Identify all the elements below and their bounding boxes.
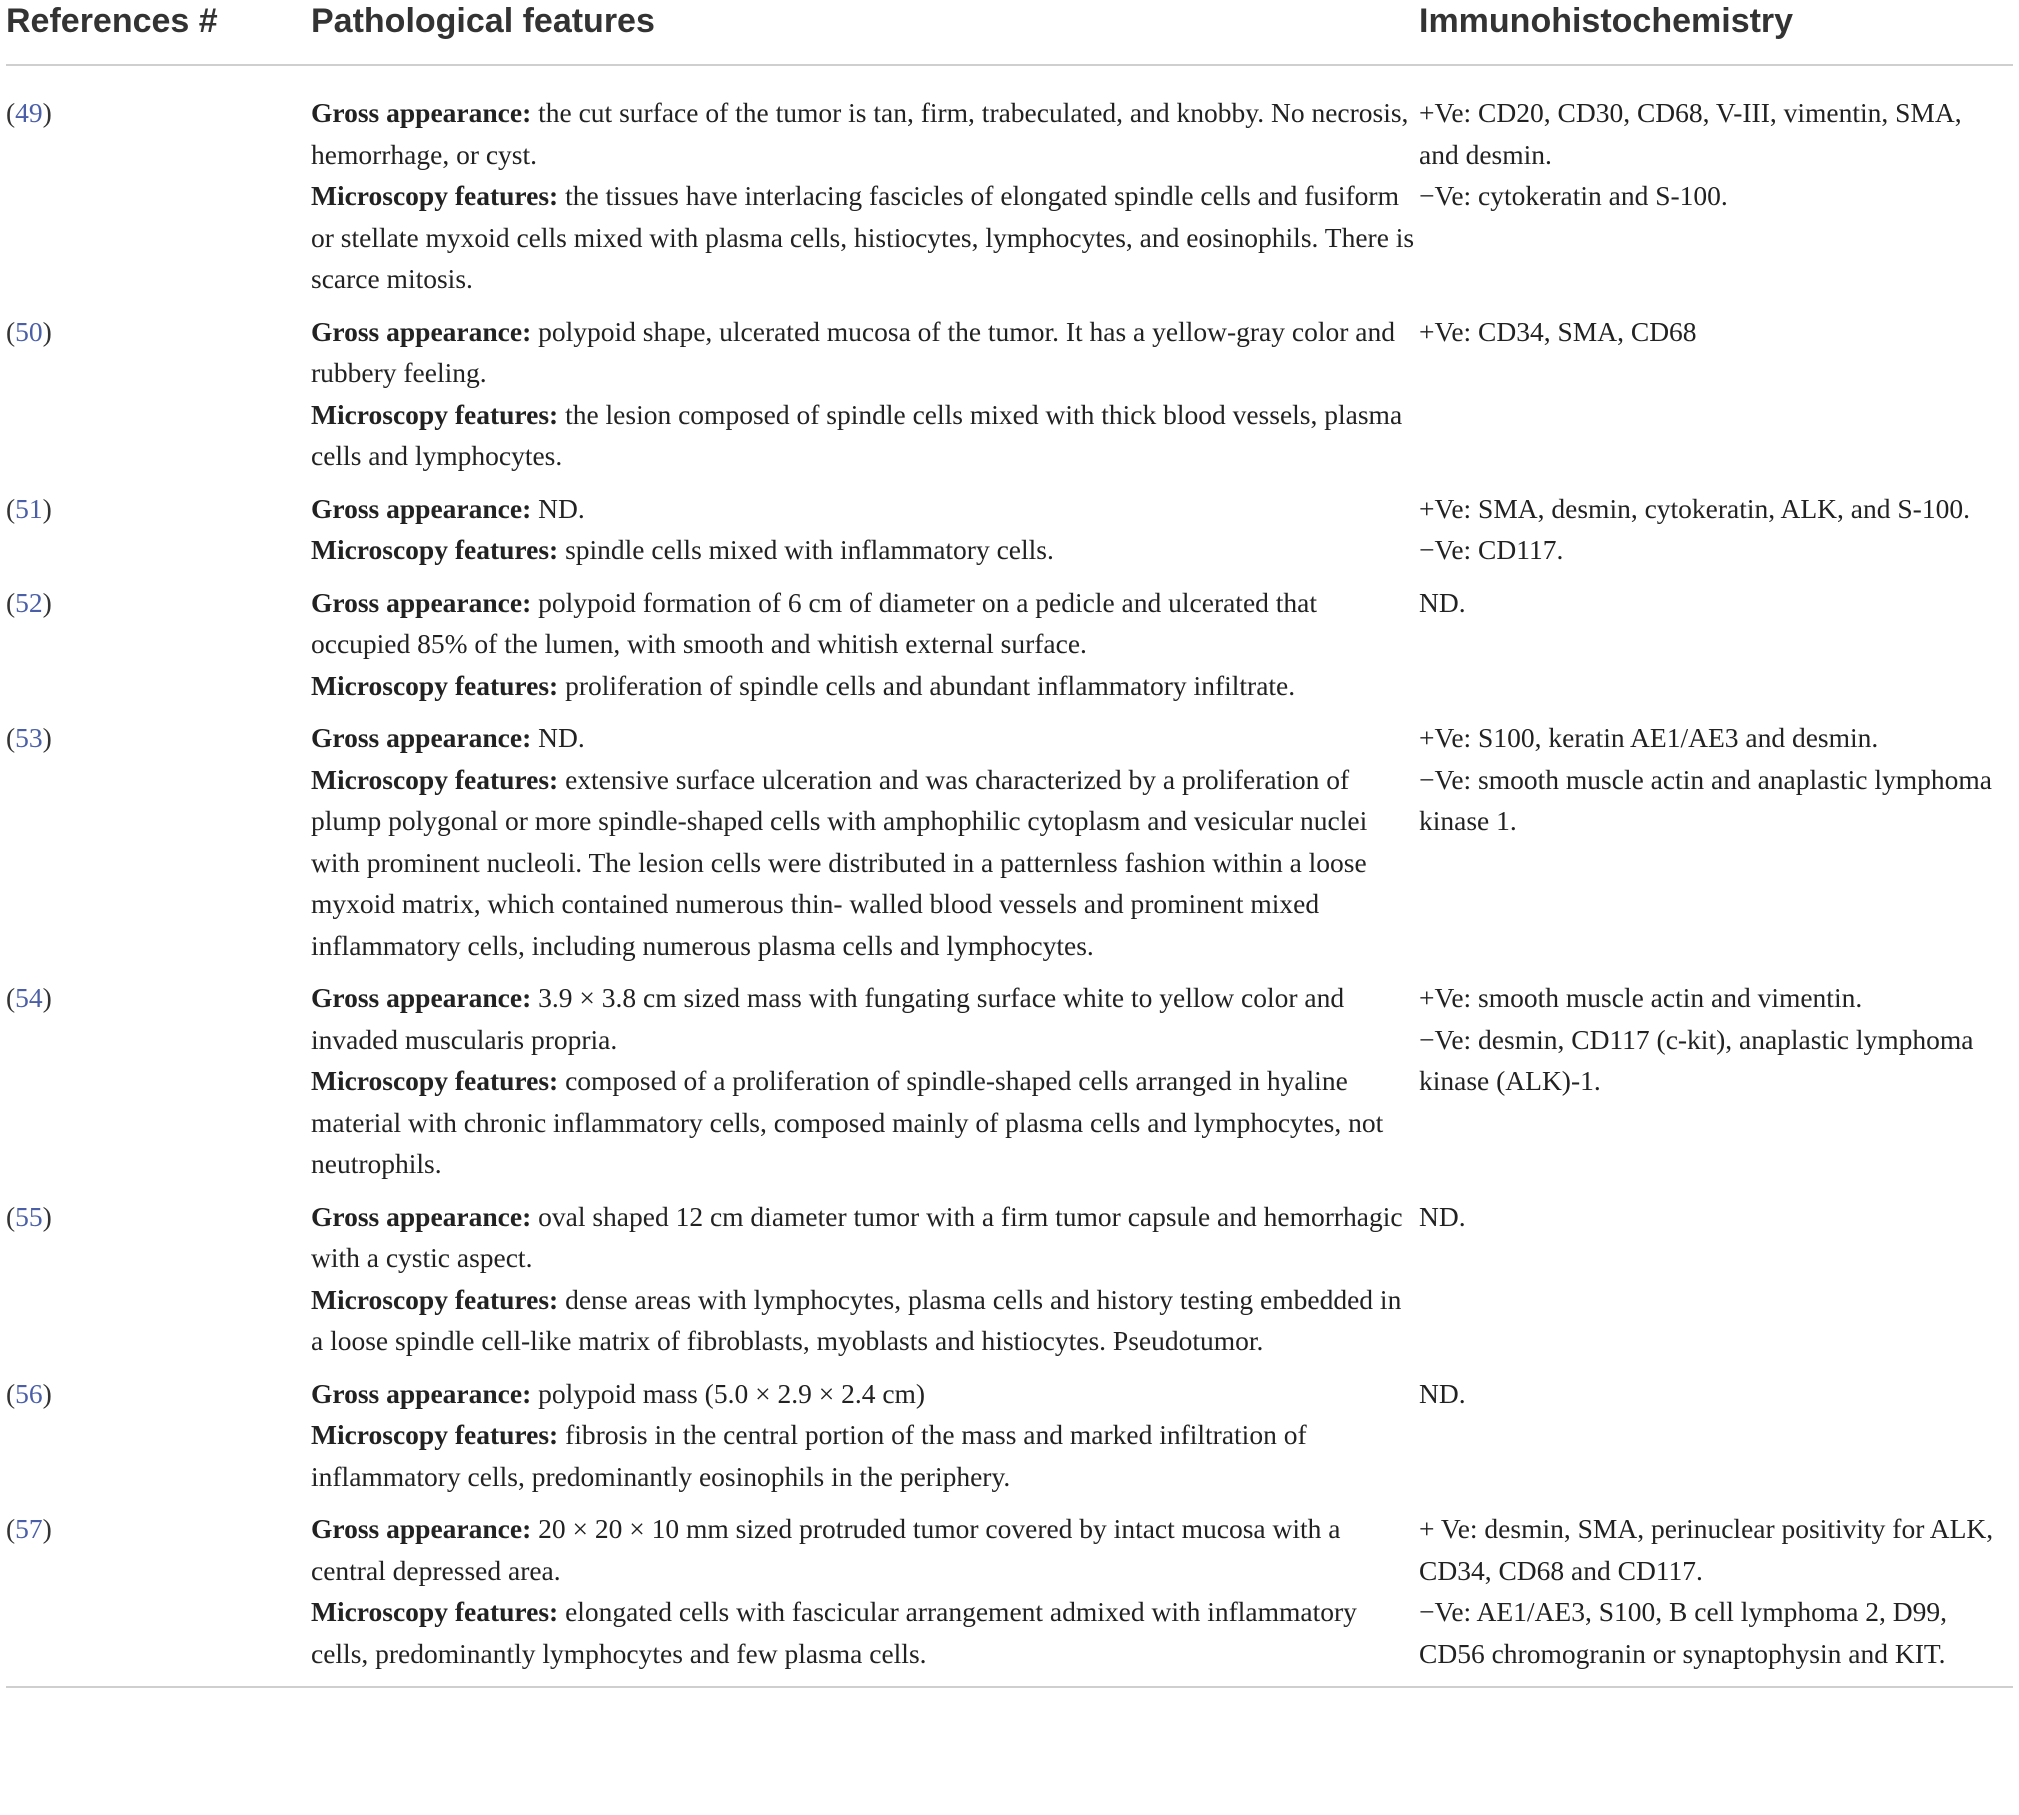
reference-link[interactable]: 51 [15,492,43,524]
microscopy-features-text: spindle cells mixed with inflammatory cells. [565,534,1054,565]
table-row [6,311,2013,477]
immunohistochemistry-cell [1419,1196,2013,1362]
gross-appearance-label: Gross appearance: [311,1200,532,1232]
microscopy-features-text: fibrosis in the central portion of the mass and marked infiltration of inflammatory cells, predominantly eosinophils in the periphery. [311,1419,1307,1492]
table-bottom-rule [6,1686,2013,1688]
ihc-line: +Ve: S100, keratin AE1/AE3 and desmin. [1419,722,1879,753]
ihc-line: +Ve: SMA, desmin, cytokeratin, ALK, and S-100. [1419,492,1970,524]
gross-appearance-label: Gross appearance: [311,492,532,524]
microscopy-features-label: Microscopy features: [311,669,559,701]
microscopy-features [311,529,1419,571]
ihc-line: ND. [1419,1200,1466,1232]
ihc-line: +Ve: smooth muscle actin and vimentin. [1419,982,1863,1013]
gross-appearance [311,488,1419,530]
header-pathological-features: Pathological features [311,2,655,40]
gross-appearance-text: oval shaped 12 cm diameter tumor with a firm tumor capsule and hemorrhagic with a cystic aspect. [311,1200,1403,1273]
microscopy-features [311,1279,1419,1362]
gross-appearance [311,717,1419,759]
microscopy-features [311,175,1419,300]
microscopy-features [311,1060,1419,1185]
pathological-features-cell [311,1196,1419,1362]
ihc-line: −Ve: AE1/AE3, S100, B cell lymphoma 2, D99, CD56 chromogranin or synaptophysin and KIT. [1419,1596,1948,1669]
gross-appearance-label: Gross appearance: [311,586,532,618]
table-row [6,488,2013,571]
pathological-features-cell [311,311,1419,477]
pathological-features-cell [311,1508,1419,1674]
gross-appearance-text: 20 × 20 × 10 mm sized protruded tumor covered by intact mucosa with a central depressed area. [311,1513,1341,1586]
reference-link[interactable]: 54 [15,982,43,1013]
gross-appearance [311,977,1419,1060]
pathological-features-cell [311,582,1419,707]
ihc-line: −Ve: CD117. [1419,534,1564,565]
table-row [6,582,2013,707]
microscopy-features-text: proliferation of spindle cells and abundant inflammatory infiltrate. [565,669,1296,701]
reference-cell: (56) [6,1377,52,1409]
microscopy-features [311,1591,1419,1674]
gross-appearance-label: Gross appearance: [311,97,532,128]
gross-appearance-text: polypoid mass (5.0 × 2.9 × 2.4 cm) [538,1377,926,1409]
table-row [6,1508,2013,1674]
table-body [6,66,2013,1674]
gross-appearance [311,311,1419,394]
microscopy-features-label: Microscopy features: [311,534,559,565]
reference-link[interactable]: 53 [15,722,43,753]
ihc-line: −Ve: cytokeratin and S-100. [1419,180,1728,211]
microscopy-features [311,1414,1419,1497]
reference-link[interactable]: 56 [15,1377,43,1409]
gross-appearance [311,582,1419,665]
microscopy-features [311,759,1419,967]
table-row [6,717,2013,966]
gross-appearance-text: ND. [538,492,585,524]
immunohistochemistry-cell [1419,92,2013,300]
table-row [6,977,2013,1185]
pathological-features-cell [311,977,1419,1185]
gross-appearance-label: Gross appearance: [311,315,532,347]
gross-appearance-text: ND. [538,722,585,753]
reference-cell: (53) [6,722,52,753]
microscopy-features-label: Microscopy features: [311,763,559,795]
reference-cell: (54) [6,982,52,1013]
gross-appearance-label: Gross appearance: [311,1377,532,1409]
table-row [6,1196,2013,1362]
ihc-line: +Ve: CD34, SMA, CD68 [1419,315,1697,347]
reference-cell: (52) [6,586,52,618]
microscopy-features-text: elongated cells with fascicular arrangement admixed with inflammatory cells, predominantly lymphocytes and few plasma cells. [311,1596,1357,1669]
microscopy-features-label: Microscopy features: [311,180,559,211]
gross-appearance-label: Gross appearance: [311,982,532,1013]
gross-appearance-text: polypoid formation of 6 cm of diameter on a pedicle and ulcerated that occupied 85% of the lumen, with smooth and whitish external surface. [311,586,1318,659]
pathological-features-cell [311,1373,1419,1498]
microscopy-features-text: dense areas with lymphocytes, plasma cells and history testing embedded in a loose spindle cell-like matrix of fibroblasts, myoblasts and histiocytes. Pseudotumor. [311,1283,1402,1356]
reference-link[interactable]: 57 [15,1513,43,1544]
header-immunohistochemistry: Immunohistochemistry [1419,2,1794,40]
immunohistochemistry-cell [1419,717,2013,966]
pathological-features-cell [311,92,1419,300]
microscopy-features-text: composed of a proliferation of spindle-shaped cells arranged in hyaline material with chronic inflammatory cells, composed mainly of plasma cells and lymphocytes, not neutrophils. [311,1065,1384,1179]
pathological-features-cell [311,488,1419,571]
microscopy-features-label: Microscopy features: [311,1419,559,1450]
microscopy-features [311,394,1419,477]
immunohistochemistry-cell [1419,1373,2013,1498]
immunohistochemistry-cell [1419,488,2013,571]
reference-link[interactable]: 50 [15,315,43,347]
reference-link[interactable]: 55 [15,1200,43,1232]
reference-cell: (57) [6,1513,52,1544]
gross-appearance [311,1508,1419,1591]
gross-appearance [311,1373,1419,1415]
table-row [6,1373,2013,1498]
microscopy-features-text: the tissues have interlacing fascicles of elongated spindle cells and fusiform or stellate myxoid cells mixed with plasma cells, histiocytes, lymphocytes, and eosinophils. There is scarce mitosis. [311,180,1415,294]
ihc-line: ND. [1419,586,1466,618]
reference-link[interactable]: 52 [15,586,43,618]
table-header [6,0,2013,66]
microscopy-features-text: the lesion composed of spindle cells mixed with thick blood vessels, plasma cells and lymphocytes. [311,398,1403,471]
gross-appearance [311,1196,1419,1279]
reference-cell: (55) [6,1200,52,1232]
header-references: References # [6,2,218,40]
microscopy-features-label: Microscopy features: [311,1283,559,1315]
ihc-line: −Ve: smooth muscle actin and anaplastic lymphoma kinase 1. [1419,763,1993,836]
ihc-line: +Ve: CD20, CD30, CD68, V-III, vimentin, SMA, and desmin. [1419,97,1962,170]
immunohistochemistry-cell [1419,311,2013,477]
ihc-line: ND. [1419,1377,1466,1409]
ihc-line: + Ve: desmin, SMA, perinuclear positivity for ALK, CD34, CD68 and CD117. [1419,1513,1994,1586]
immunohistochemistry-cell [1419,582,2013,707]
microscopy-features-label: Microscopy features: [311,1596,559,1627]
gross-appearance [311,92,1419,175]
microscopy-features-label: Microscopy features: [311,1065,559,1096]
gross-appearance-text: the cut surface of the tumor is tan, firm, trabeculated, and knobby. No necrosis, hemorrhage, or cyst. [311,97,1409,170]
reference-cell: (50) [6,315,52,347]
gross-appearance-label: Gross appearance: [311,722,532,753]
immunohistochemistry-cell [1419,1508,2013,1674]
ihc-line: −Ve: desmin, CD117 (c-kit), anaplastic lymphoma kinase (ALK)-1. [1419,1023,1974,1096]
reference-cell: (51) [6,492,52,524]
immunohistochemistry-cell [1419,977,2013,1185]
table-row [6,92,2013,300]
microscopy-features-text: extensive surface ulceration and was characterized by a proliferation of plump polygonal or more spindle-shaped cells with amphophilic cytoplasm and vesicular nuclei with prominent nucleoli. The lesion cells were distributed in a patternless fashion within a loose myxoid matrix, which contained numerous thin- walled blood vessels and prominent mixed inflammatory cells, including numerous plasma cells and lymphocytes. [311,763,1368,961]
reference-link[interactable]: 49 [15,97,43,128]
gross-appearance-text: polypoid shape, ulcerated mucosa of the tumor. It has a yellow-gray color and rubbery feeling. [311,315,1395,388]
microscopy-features-label: Microscopy features: [311,398,559,430]
gross-appearance-text: 3.9 × 3.8 cm sized mass with fungating surface white to yellow color and invaded muscularis propria. [311,982,1345,1055]
gross-appearance-label: Gross appearance: [311,1513,532,1544]
pathological-features-cell [311,717,1419,966]
reference-cell: (49) [6,97,52,128]
microscopy-features [311,665,1419,707]
